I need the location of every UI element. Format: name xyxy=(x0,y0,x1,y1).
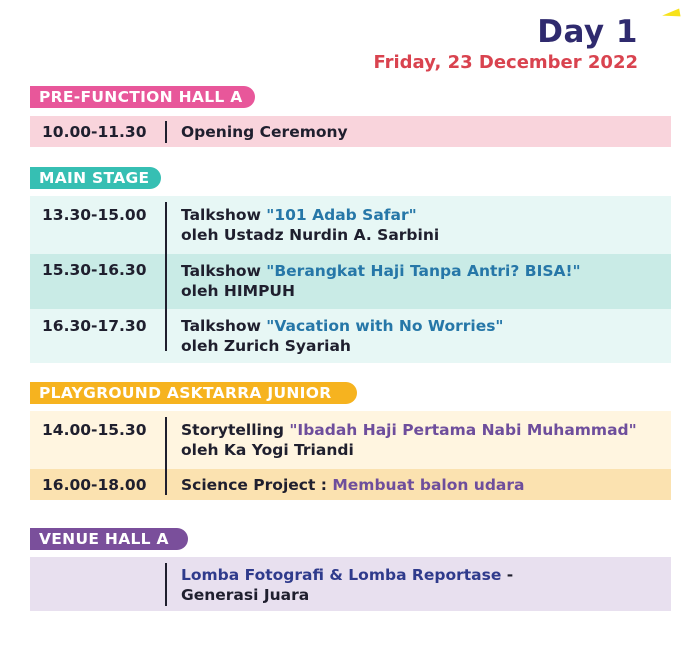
section-label-venue-hall-a: VENUE HALL A xyxy=(30,528,188,550)
schedule-row xyxy=(30,254,671,309)
event-description: Talkshow "Berangkat Haji Tanpa Antri? BISA!" oleh HIMPUH xyxy=(181,262,581,300)
time-slot: 10.00-11.30 xyxy=(42,123,147,141)
row-divider xyxy=(165,309,167,351)
time-slot: 14.00-15.30 xyxy=(42,421,147,439)
row-divider xyxy=(165,254,167,309)
schedule-row xyxy=(30,411,671,469)
schedule-row xyxy=(30,116,671,147)
schedule-row xyxy=(30,557,671,611)
event-description: Storytelling "Ibadah Haji Pertama Nabi Muhammad" oleh Ka Yogi Triandi xyxy=(181,421,637,459)
event-description: Talkshow "101 Adab Safar" oleh Ustadz Nurdin A. Sarbini xyxy=(181,206,440,244)
section-label-main-stage: MAIN STAGE xyxy=(30,167,161,189)
day-title: Day 1 xyxy=(537,14,638,50)
section-label-playground-asktarra-junior: PLAYGROUND ASKTARRA JUNIOR xyxy=(30,382,357,404)
event-date: Friday, 23 December 2022 xyxy=(373,52,638,73)
row-divider xyxy=(165,563,167,606)
event-title-quote: "101 Adab Safar" xyxy=(266,206,417,224)
speaker-name: Ka Yogi Triandi xyxy=(223,441,354,459)
row-divider xyxy=(165,417,167,469)
schedule-row xyxy=(30,309,671,363)
event-description: Lomba Fotografi & Lomba Reportase - Generasi Juara xyxy=(181,566,514,604)
event-title: Lomba Fotografi & Lomba Reportase xyxy=(181,566,502,584)
row-divider xyxy=(165,202,167,254)
corner-decoration xyxy=(661,8,680,19)
schedule-row xyxy=(30,196,671,254)
time-slot: 16.30-17.30 xyxy=(42,317,147,335)
speaker-name: Zurich Syariah xyxy=(223,337,351,355)
time-slot: 13.30-15.00 xyxy=(42,206,147,224)
schedule-row xyxy=(30,469,671,500)
time-slot: 15.30-16.30 xyxy=(42,261,147,279)
event-title-quote: "Ibadah Haji Pertama Nabi Muhammad" xyxy=(289,421,637,439)
speaker-name: Nurdin A. Sarbini xyxy=(289,226,440,244)
row-divider xyxy=(165,121,167,143)
event-description: Talkshow "Vacation with No Worries" oleh Zurich Syariah xyxy=(181,317,504,355)
event-title-quote: "Vacation with No Worries" xyxy=(266,317,504,335)
section-label-pre-function-hall-a: PRE-FUNCTION HALL A xyxy=(30,86,255,108)
row-divider xyxy=(165,469,167,495)
event-organizer: Generasi Juara xyxy=(181,586,310,604)
event-description: Science Project : Membuat balon udara xyxy=(181,476,525,494)
time-slot: 16.00-18.00 xyxy=(42,476,147,494)
speaker-name: HIMPUH xyxy=(223,282,295,300)
event-title-quote: "Berangkat Haji Tanpa Antri? BISA!" xyxy=(266,262,581,280)
event-title: Opening Ceremony xyxy=(181,123,348,141)
event-subtitle: Membuat balon udara xyxy=(332,476,525,494)
